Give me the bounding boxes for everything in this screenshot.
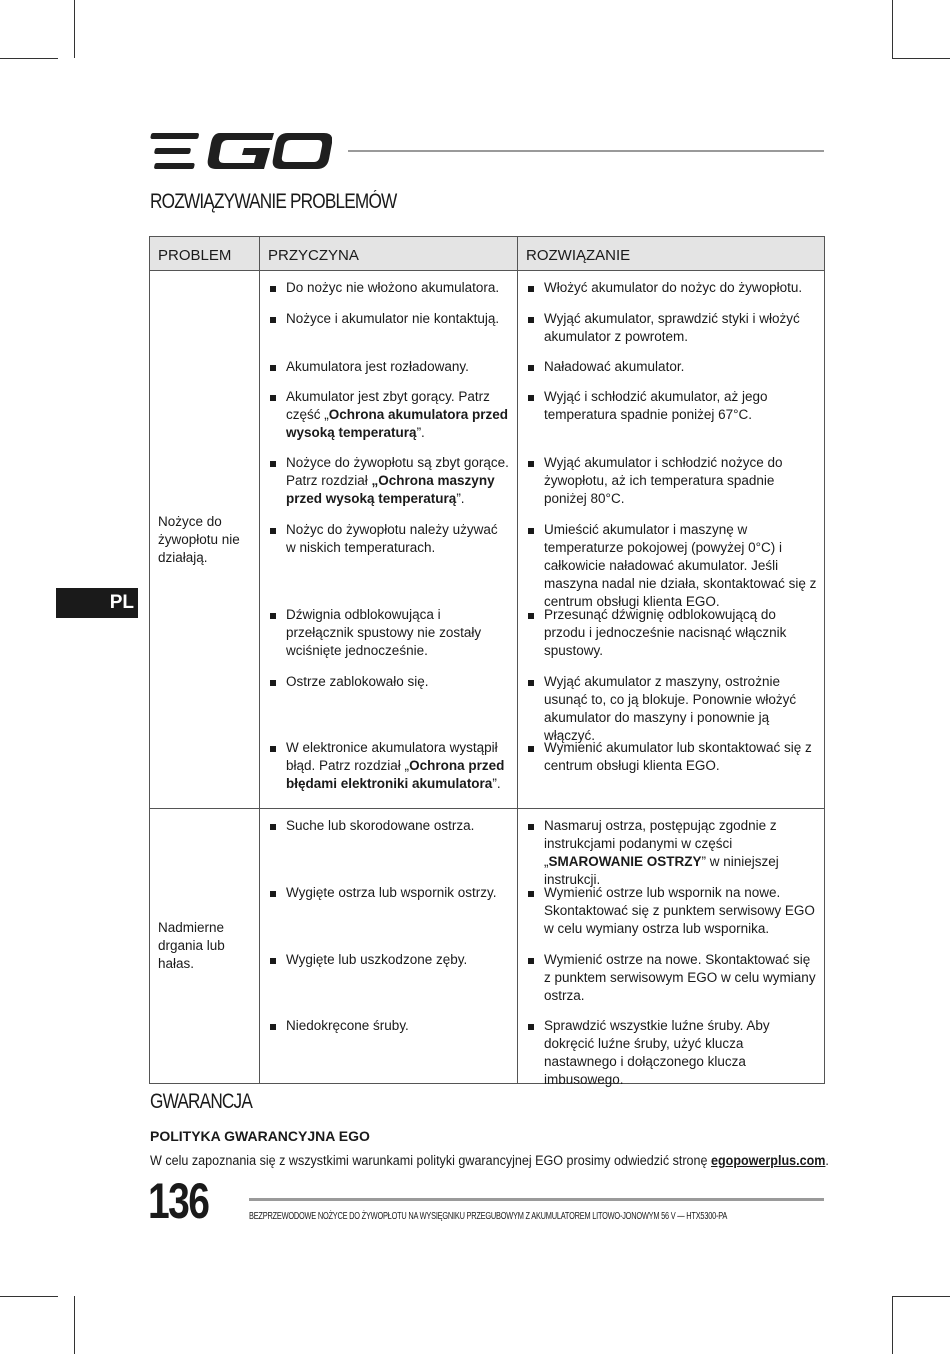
cause-item: Wygięte lub uszkodzone zęby. [260,951,517,969]
warranty-title: GWARANCJA [150,1090,253,1113]
header-rule [348,150,824,152]
cause-item: Wygięte ostrza lub wspornik ostrzy. [260,884,517,902]
cause-item: Akumulator jest zbyt gorący. Patrz część „Ochrona akumulatora przed wysoką temperaturą”. [260,388,517,442]
crop-mark [0,1296,58,1297]
table-header-row [150,237,825,271]
problem-cell: Nadmierne drgania lub hałas. [150,809,260,1084]
crop-mark [0,58,58,59]
crop-mark [892,0,893,58]
cause-item: Dźwignia odblokowująca i przełącznik spustowy nie zostały wciśnięte jednocześnie. [260,606,517,660]
header-problem: PROBLEM [150,237,260,271]
cause-item: Ostrze zablokowało się. [260,673,517,691]
ego-logo [150,130,332,172]
header-cause: PRZYCZYNA [260,237,518,271]
website-link[interactable]: egopowerplus.com [710,1153,826,1168]
cause-item: Do nożyc nie włożono akumulatora. [260,279,517,297]
solution-item: Wyjąć akumulator i schłodzić nożyce do żywopłotu, aż ich temperatura spadnie poniżej 80°C. [518,454,824,508]
solution-item: Umieścić akumulator i maszynę w temperaturze pokojowej (powyżej 0°C) i całkowicie naładować akumulator. Jeśli maszyna nadal nie działa, skontaktować się z centrum obsługi klienta EGO. [518,521,824,611]
solution-item: Wymienić akumulator lub skontaktować się z centrum obsługi klienta EGO. [518,739,824,775]
language-tab: PL [56,588,138,618]
solution-item: Wymienić ostrze na nowe. Skontaktować się z punktem serwisowym EGO w celu wymiany ostrza. [518,951,824,1005]
solution-item: Włożyć akumulator do nożyc do żywopłotu. [518,279,824,297]
solution-item: Nasmaruj ostrza, postępując zgodnie z instrukcjami podanymi w części „SMAROWANIE OSTRZY” w niniejszej instrukcji. [518,817,824,889]
cause-item: Akumulatora jest rozładowany. [260,358,517,376]
crop-mark [74,0,75,58]
solution-list [518,271,825,809]
section-title: ROZWIĄZYWANIE PROBLEMÓW [150,190,397,213]
problem-cell: Nożyce do żywopłotu nie działają. [150,271,260,809]
solution-item: Przesunąć dźwignię odblokowującą do przodu i jednocześnie nacisnąć włącznik spustowy. [518,606,824,660]
solution-item: Naładować akumulator. [518,358,824,376]
crop-mark [892,1296,893,1354]
solution-item: Sprawdzić wszystkie luźne śruby. Aby dokręcić luźne śruby, użyć klucza nastawnego i dołączonego klucza imbusowego. [518,1017,824,1089]
policy-text-before: W celu zapoznania się z wszystkimi warunkami polityki gwarancyjnej EGO prosimy odwiedzić stronę [150,1153,711,1168]
policy-text-after: . [825,1153,829,1168]
solution-list [518,809,825,1087]
problem-group-2 [150,809,825,1084]
problem-group-1 [150,271,825,809]
cause-list [260,271,518,809]
cause-item: Suche lub skorodowane ostrza. [260,817,517,835]
cause-item: Nożyce do żywopłotu są zbyt gorące. Patrz rozdział „Ochrona maszyny przed wysoką temperaturą”. [260,454,517,508]
policy-title: POLITYKA GWARANCYJNA EGO [150,1128,370,1144]
solution-item: Wyjąć i schłodzić akumulator, aż jego temperatura spadnie poniżej 67°C. [518,388,824,424]
solution-item: Wymienić ostrze lub wspornik na nowe. Skontaktować się z punktem serwisowy EGO w celu wymiany ostrza lub wspornika. [518,884,824,938]
header-solution: ROZWIĄZANIE [518,237,825,271]
crop-mark [74,1296,75,1354]
footer-product-line: BEZPRZEWODOWE NOŻYCE DO ŻYWOPŁOTU NA WYSIĘGNIKU PRZEGUBOWYM Z AKUMULATOREM LITOWO-JONOWYM 56 V — HTX5300-PA [249,1211,728,1222]
footer-rule [249,1198,824,1201]
cause-item: Niedokręcone śruby. [260,1017,517,1035]
crop-mark [892,58,950,59]
cause-item: W elektronice akumulatora wystąpił błąd. Patrz rozdział „Ochrona przed błędami elektroniki akumulatora”. [260,739,517,793]
page-number: 136 [148,1173,209,1229]
cause-item: Nożyc do żywopłotu należy używać w niskich temperaturach. [260,521,517,557]
cause-list [260,809,518,1084]
solution-item: Wyjąć akumulator z maszyny, ostrożnie usunąć to, co ją blokuje. Ponownie włożyć akumulator do maszyny i ponownie ją włączyć. [518,673,824,745]
cause-item: Nożyce i akumulator nie kontaktują. [260,310,517,328]
policy-text [150,1153,829,1168]
crop-mark [892,1296,950,1297]
troubleshooting-table [149,236,825,1087]
solution-item: Wyjąć akumulator, sprawdzić styki i włożyć akumulator z powrotem. [518,310,824,346]
